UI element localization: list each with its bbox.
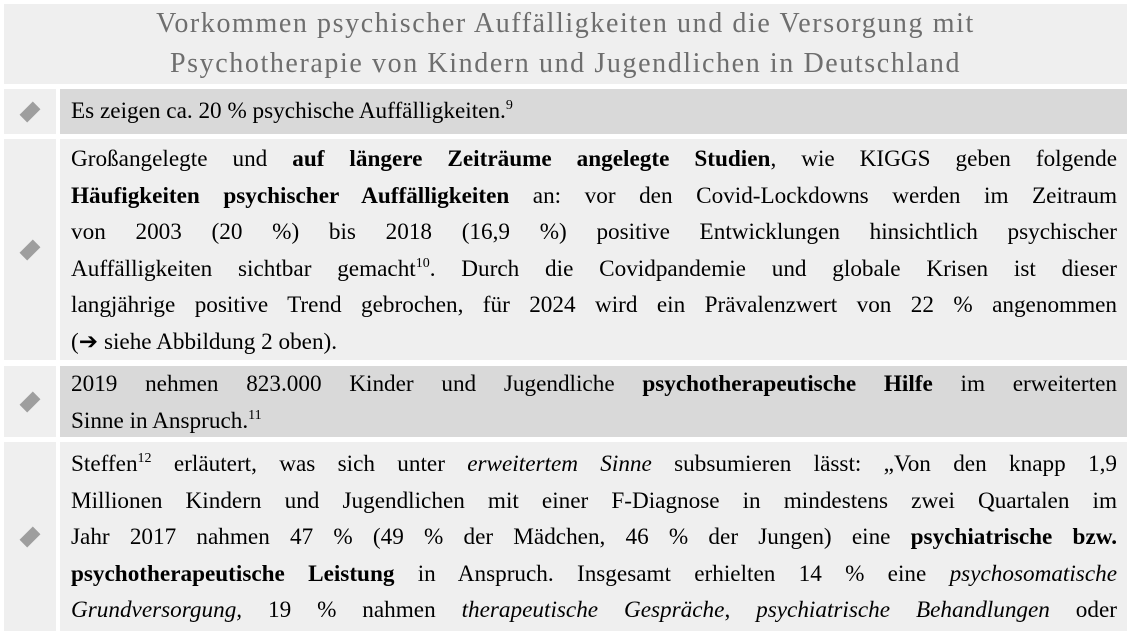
bullet-marker bbox=[4, 366, 56, 437]
bullet-marker bbox=[4, 139, 56, 360]
diamond-icon bbox=[20, 239, 41, 260]
list-item bbox=[4, 442, 1127, 631]
diamond-icon bbox=[20, 101, 41, 122]
bullet-marker bbox=[4, 442, 56, 631]
list-item bbox=[4, 366, 1127, 437]
diamond-icon bbox=[20, 526, 41, 547]
list-item bbox=[4, 139, 1127, 360]
footnote-ref: 11 bbox=[248, 407, 262, 423]
page-title bbox=[4, 4, 1127, 84]
list-item-text: 2019 nehmen 823.000 Kinder und Jugendliche psychotherapeutische Hilfe im erweiterten Sinne in Anspruch.$^{11}$ bbox=[60, 366, 1127, 437]
footnote-ref: 12 bbox=[137, 451, 152, 466]
footnote-ref: 9 bbox=[505, 98, 513, 113]
list-item-text: Es zeigen ca. 20 % psychische Auffälligkeiten.$^9$ bbox=[60, 89, 1127, 134]
list-item-text: Großangelegte und auf längere Zeiträume angelegte Studien, wie KIGGS geben folgende Häufigkeiten psychischer Auffälligkeiten an: vor den Covid-Lockdowns werden im Zeitraum von 2003 (20 %) bis 2018 (16,9 %) positive Entwicklungen hinsichtlich psychischer Auffälligkeiten sichtbar gemacht$^{10}$. Durch die Covidpandemie und globale Krisen ist dieser langjährige positive Trend gebrochen, für 2024 wird ein Prävalenzwert von 22 % angenommen (➔ siehe Abbildung 2 oben). bbox=[60, 139, 1127, 360]
bullet-marker bbox=[4, 89, 56, 134]
list-item-text: Steffen$^{12}$ erläutert, was sich unter erweitertem Sinne subsumieren lässt: „Von den knapp 1,9 Millionen Kindern und Jugendlichen mit einer F-Diagnose in mindestens zwei Quartalen im Jahr 2017 nahmen 47 % (49 % der Mädchen, 46 % der Jungen) eine psychiatrische bzw. psychotherapeutische Leistung in Anspruch. Insgesamt erhielten 14 % eine psychosomatische Grundversorgung, 19 % nahmen therapeutische Gespräche, psychiatrische Behandlungen oder bbox=[60, 442, 1127, 631]
title-line-1: Vorkommen psychischer Auffälligkeiten und die Versorgung mit bbox=[156, 8, 975, 39]
title-line-2: Psychotherapie von Kindern und Jugendlichen in Deutschland bbox=[169, 48, 962, 79]
diamond-icon bbox=[20, 391, 41, 412]
footnote-ref: 10 bbox=[415, 255, 430, 271]
list-item bbox=[4, 89, 1127, 134]
